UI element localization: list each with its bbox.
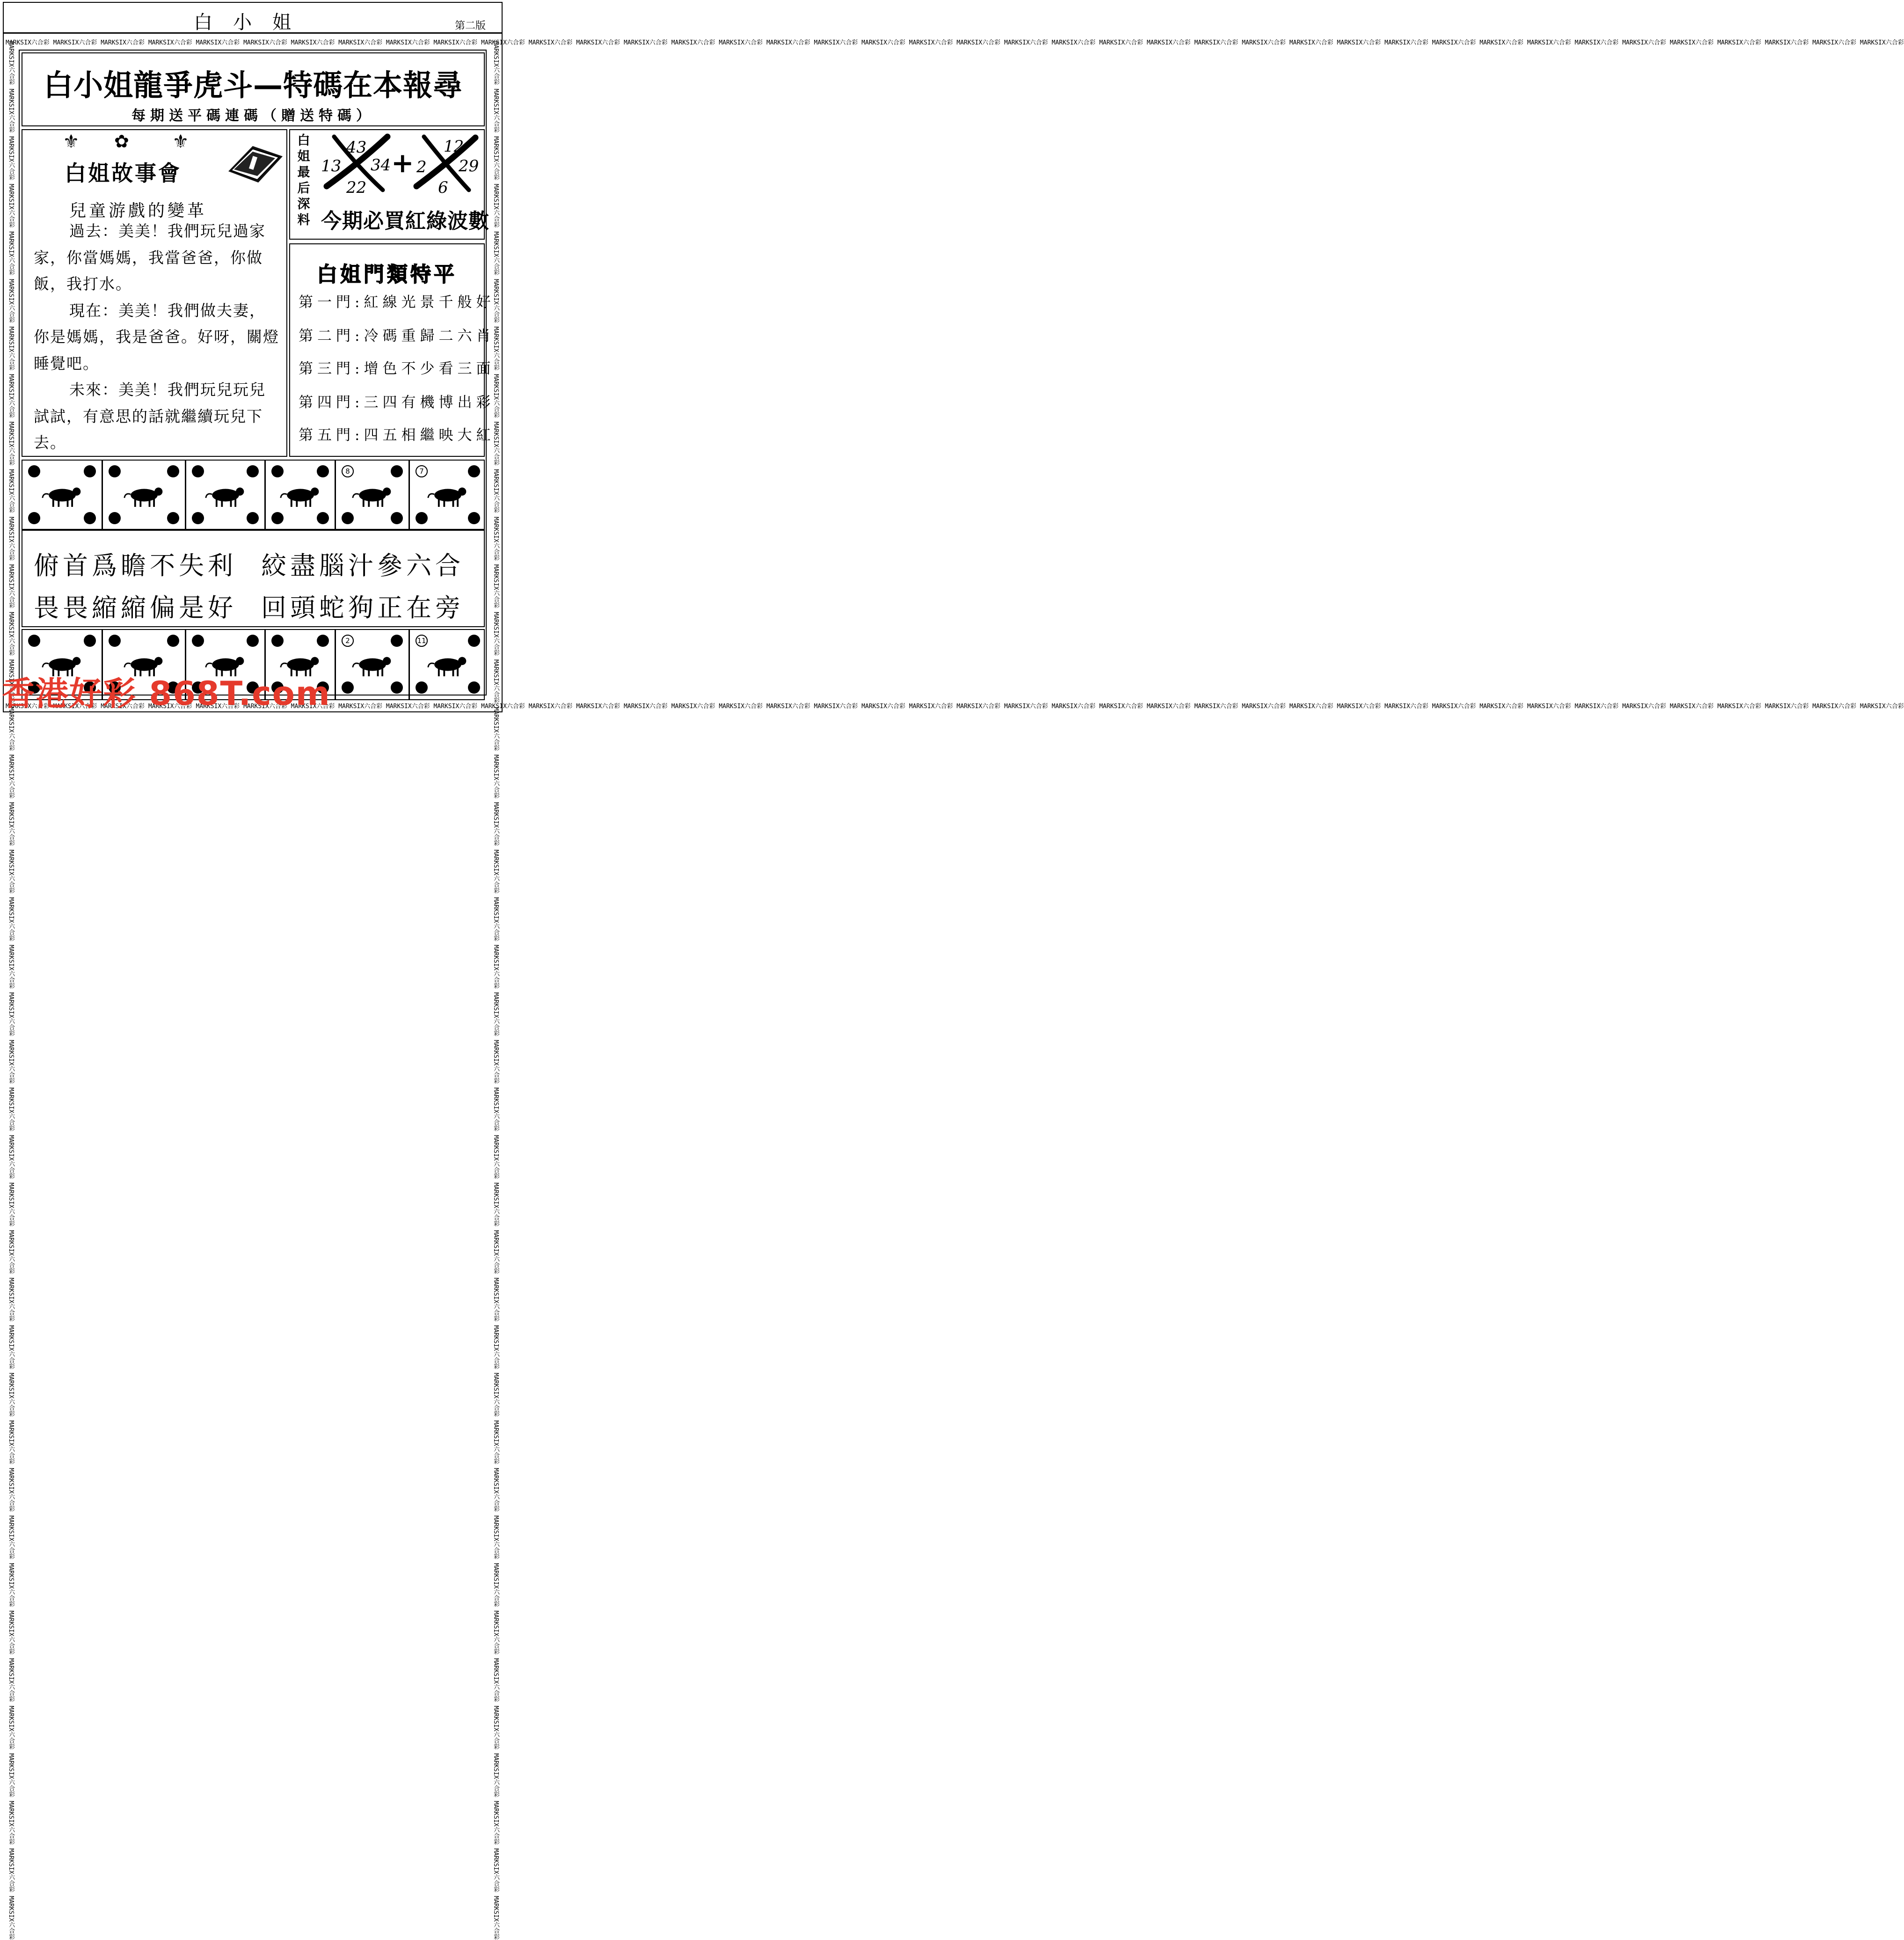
group-b-right: 29: [459, 157, 479, 176]
corner-dot: [28, 635, 40, 647]
animal-strip-top: [22, 460, 485, 531]
corner-dot: [468, 465, 480, 477]
corner-dot: [317, 512, 329, 524]
corner-dot: [247, 512, 259, 524]
corner-dot: [468, 635, 480, 647]
corner-dot: [192, 512, 204, 524]
door-label: 第三門: [299, 360, 355, 377]
card-number: 2: [342, 635, 354, 647]
masthead: [4, 3, 502, 34]
poem-verse: 回頭蛇狗正在旁: [261, 593, 464, 622]
number-cross-graphic: [318, 134, 483, 199]
poem-line: [34, 588, 464, 624]
story-paragraph: 現在：美美！我們做夫妻，你是媽媽，我是爸爸。好呀，關燈睡覺吧。: [34, 301, 279, 373]
card-number: 7: [416, 465, 428, 477]
corner-dot: [109, 635, 121, 647]
animal-card: [410, 630, 486, 699]
corner-dot: [271, 465, 284, 477]
border-strip-text: MARKSIX六合彩 MARKSIX六合彩 MARKSIX六合彩 MARKSIX六合彩 MARKSIX六合彩 MARKSIX六合彩 MARKSIX六合彩 MARKSIX六合彩 MARKSIX六合彩 MARKSIX六合彩 MARKSIX六合彩 MARKSIX六合彩 MARKSIX六合彩 MARKSIX六合彩 MARKSIX六合彩 MARKSIX六合彩 MARKSIX六合彩 MARKSIX六合彩 MARKSIX六合彩 MARKSIX六合彩 MARKSIX六合彩 MARKSIX六合彩 MARKSIX六合彩 MARKSIX六合彩 MARKSIX六合彩 MARKSIX六合彩 MARKSIX六合彩 MARKSIX六合彩 MARKSIX六合彩 MARKSIX六合彩 MARKSIX六合彩 MARKSIX六合彩 MARKSIX六合彩 MARKSIX六合彩 MARKSIX六合彩 MARKSIX六合彩 MARKSIX六合彩 MARKSIX六合彩 MARKSIX六合彩 MARKSIX六合彩: [6, 39, 1904, 46]
group-b-bottom: 6: [438, 178, 448, 197]
story-paragraph: 過去：美美！我們玩兒過家家，你當媽媽，我當爸爸，你做飯，我打水。: [34, 222, 266, 293]
corner-dot: [167, 635, 179, 647]
animal-card: [186, 461, 266, 530]
group-a-left: 13: [321, 157, 342, 176]
corner-dot: [342, 681, 354, 694]
story-title: 白姐故事會: [65, 161, 182, 186]
door-text: 四五相繼映大紅: [364, 427, 495, 444]
corner-dot: [271, 635, 284, 647]
corner-dot: [468, 512, 480, 524]
door-text: 冷碼重歸二六肖: [364, 328, 495, 344]
watermark: 香港好彩 868T.com: [2, 674, 331, 713]
story-subtitle: 兒童游戲的變革: [69, 201, 207, 220]
border-strip-text: MARKSIX六合彩 MARKSIX六合彩 MARKSIX六合彩 MARKSIX六合彩 MARKSIX六合彩 MARKSIX六合彩 MARKSIX六合彩 MARKSIX六合彩 MARKSIX六合彩 MARKSIX六合彩 MARKSIX六合彩 MARKSIX六合彩 MARKSIX六合彩 MARKSIX六合彩 MARKSIX六合彩 MARKSIX六合彩 MARKSIX六合彩 MARKSIX六合彩 MARKSIX六合彩 MARKSIX六合彩 MARKSIX六合彩 MARKSIX六合彩 MARKSIX六合彩 MARKSIX六合彩 MARKSIX六合彩 MARKSIX六合彩 MARKSIX六合彩 MARKSIX六合彩 MARKSIX六合彩 MARKSIX六合彩 MARKSIX六合彩 MARKSIX六合彩 MARKSIX六合彩 MARKSIX六合彩 MARKSIX六合彩 MARKSIX六合彩 MARKSIX六合彩 MARKSIX六合彩 MARKSIX六合彩 MARKSIX六合彩: [7, 41, 15, 1940]
dragon-icon: [350, 481, 395, 509]
animal-card: [410, 461, 486, 530]
door-label: 第四門: [299, 394, 355, 411]
animal-card: [266, 461, 336, 530]
door-label: 第二門: [299, 328, 355, 344]
corner-dot: [167, 512, 179, 524]
headline: 白小姐龍爭虎斗—特碼在本報尋: [44, 68, 463, 102]
dog-icon: [350, 651, 395, 679]
corner-dot: [391, 635, 403, 647]
vertical-label: [292, 133, 315, 231]
group-a-right: 34: [371, 156, 391, 175]
vertical-char: 料: [297, 213, 310, 227]
corner-dot: [109, 512, 121, 524]
animal-card: [336, 461, 410, 530]
animal-card: [336, 630, 410, 699]
corner-dot: [192, 465, 204, 477]
corner-dot: [468, 681, 480, 694]
animal-card: [22, 461, 103, 530]
vertical-char: 后: [297, 181, 310, 196]
corner-dot: [416, 512, 428, 524]
vertical-char: 最: [297, 165, 310, 180]
headline-banner: [22, 52, 485, 126]
doors-title: 白姐門類特平: [317, 263, 457, 286]
story-body: [34, 218, 282, 456]
group-a-top: 43: [346, 138, 367, 157]
door-text: 紅線光景千般好: [364, 294, 495, 311]
corner-dot: [391, 512, 403, 524]
flower-icon: ✿: [114, 131, 129, 152]
vertical-char: 白: [297, 133, 310, 148]
corner-dot: [317, 465, 329, 477]
border-strip-top: [6, 38, 1904, 48]
card-number: 11: [416, 635, 428, 647]
edition-label: 第二版: [454, 20, 486, 32]
poem-verse: 畏畏縮縮偏是好: [34, 593, 237, 622]
group-a-bottom: 22: [346, 178, 367, 197]
corner-dot: [391, 465, 403, 477]
border-strip-text: MARKSIX六合彩 MARKSIX六合彩 MARKSIX六合彩 MARKSIX六合彩 MARKSIX六合彩 MARKSIX六合彩 MARKSIX六合彩 MARKSIX六合彩 MARKSIX六合彩 MARKSIX六合彩 MARKSIX六合彩 MARKSIX六合彩 MARKSIX六合彩 MARKSIX六合彩 MARKSIX六合彩 MARKSIX六合彩 MARKSIX六合彩 MARKSIX六合彩 MARKSIX六合彩 MARKSIX六合彩 MARKSIX六合彩 MARKSIX六合彩 MARKSIX六合彩 MARKSIX六合彩 MARKSIX六合彩 MARKSIX六合彩 MARKSIX六合彩 MARKSIX六合彩 MARKSIX六合彩 MARKSIX六合彩 MARKSIX六合彩 MARKSIX六合彩 MARKSIX六合彩 MARKSIX六合彩 MARKSIX六合彩 MARKSIX六合彩 MARKSIX六合彩 MARKSIX六合彩 MARKSIX六合彩 MARKSIX六合彩: [6, 703, 1904, 710]
corner-dot: [416, 681, 428, 694]
subheadline: 每期送平碼連碼（贈送特碼）: [131, 108, 375, 124]
story-paragraph: 未來：美美！我們玩兒玩兒試試，有意思的話就繼續玩兒下去。: [34, 381, 266, 452]
poem-line: [34, 546, 464, 582]
door-text: 增色不少看三面: [364, 360, 495, 377]
corner-dot: [391, 681, 403, 694]
masthead-title: 白小姐: [194, 12, 312, 33]
story-panel: [22, 129, 287, 457]
group-b-top: 12: [444, 137, 464, 156]
corner-dot: [84, 512, 96, 524]
border-strip-text: MARKSIX六合彩 MARKSIX六合彩 MARKSIX六合彩 MARKSIX六合彩 MARKSIX六合彩 MARKSIX六合彩 MARKSIX六合彩 MARKSIX六合彩 MARKSIX六合彩 MARKSIX六合彩 MARKSIX六合彩 MARKSIX六合彩 MARKSIX六合彩 MARKSIX六合彩 MARKSIX六合彩 MARKSIX六合彩 MARKSIX六合彩 MARKSIX六合彩 MARKSIX六合彩 MARKSIX六合彩 MARKSIX六合彩 MARKSIX六合彩 MARKSIX六合彩 MARKSIX六合彩 MARKSIX六合彩 MARKSIX六合彩 MARKSIX六合彩 MARKSIX六合彩 MARKSIX六合彩 MARKSIX六合彩 MARKSIX六合彩 MARKSIX六合彩 MARKSIX六合彩 MARKSIX六合彩 MARKSIX六合彩 MARKSIX六合彩 MARKSIX六合彩 MARKSIX六合彩 MARKSIX六合彩 MARKSIX六合彩: [492, 41, 499, 1940]
corner-dot: [28, 512, 40, 524]
plus-sign: +: [391, 147, 414, 179]
corner-dot: [84, 465, 96, 477]
door-row: 第五門:四五相繼映大紅: [299, 427, 495, 444]
snake-icon: [425, 481, 470, 509]
corner-dot: [109, 465, 121, 477]
border-strip-left: [6, 41, 16, 1940]
door-row: 第三門:增色不少看三面: [299, 360, 495, 377]
door-text: 三四有機博出彩: [364, 394, 495, 411]
vertical-char: 姐: [297, 149, 310, 164]
poem-panel: [22, 529, 485, 627]
door-row: 第四門:三四有機博出彩: [299, 394, 495, 411]
corner-dot: [247, 635, 259, 647]
door-label: 第五門: [299, 427, 355, 444]
doors-panel: [289, 243, 495, 457]
ox-icon: [122, 481, 167, 509]
door-row: 第一門:紅線光景千般好: [299, 294, 495, 311]
door-row: 第二門:冷碼重歸二六肖: [299, 328, 495, 344]
corner-dot: [342, 512, 354, 524]
corner-dot: [317, 635, 329, 647]
book-icon: [224, 142, 285, 184]
group-b-left: 2: [416, 158, 427, 176]
tulip-icon: ⚜: [63, 131, 80, 153]
pig-icon: [425, 651, 470, 679]
tiger-icon: [203, 481, 248, 509]
corner-dot: [84, 635, 96, 647]
card-number: 8: [342, 465, 354, 477]
corner-dot: [28, 465, 40, 477]
door-label: 第一門: [299, 294, 355, 311]
corner-dot: [167, 465, 179, 477]
tulip-icon: ⚜: [172, 131, 189, 153]
rat-icon: [40, 481, 85, 509]
vertical-char: 深: [297, 197, 310, 212]
corner-dot: [247, 465, 259, 477]
rabbit-icon: [278, 481, 323, 509]
poem-verse: 俯首爲瞻不失利: [34, 551, 237, 580]
animal-card: [103, 461, 186, 530]
corner-dot: [271, 512, 284, 524]
poem-verse: 絞盡腦汁參六合: [261, 551, 464, 580]
must-buy-text: 今期必買紅綠波數: [321, 209, 489, 233]
corner-dot: [192, 635, 204, 647]
